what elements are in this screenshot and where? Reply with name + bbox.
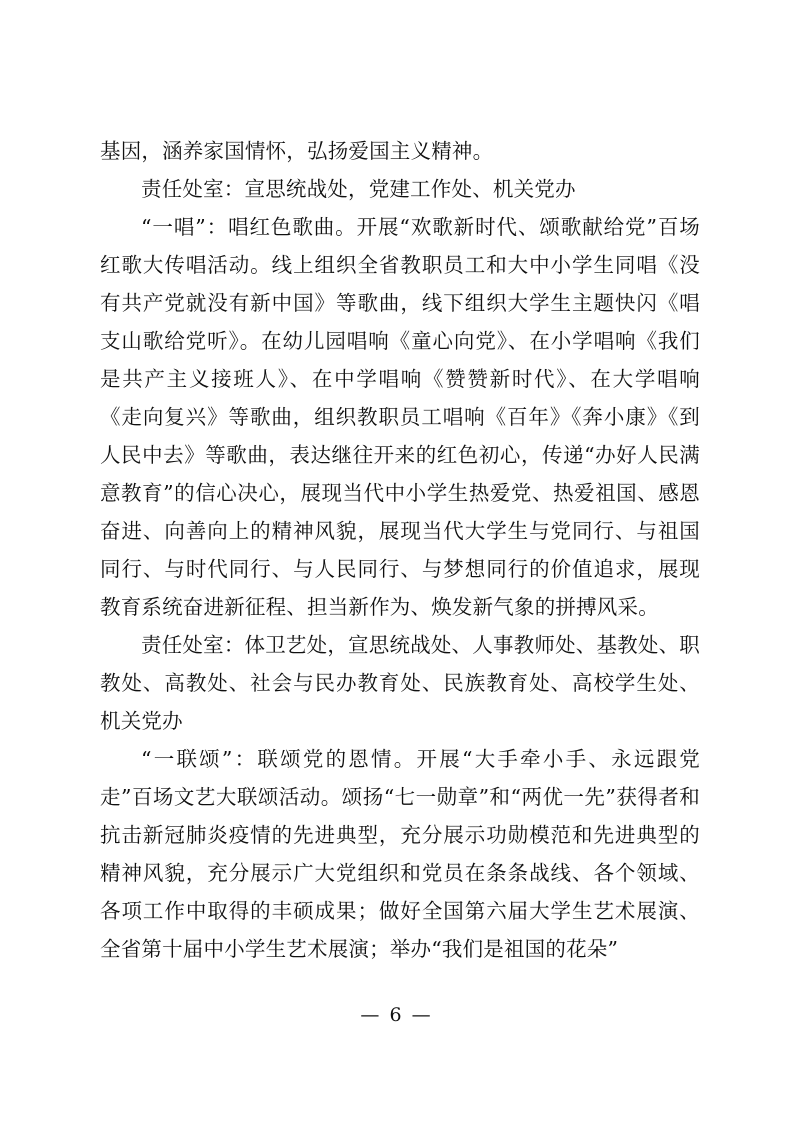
paragraph-1: 基因，涵养家国情怀，弘扬爱国主义精神。	[100, 139, 494, 163]
paragraph-2: 责任处室：宣思统战处，党建工作处、机关党办	[141, 177, 576, 201]
paragraph-4: 责任处室：体卫艺处，宣思统战处、人事教师处、基教处、职教处、高教处、社会与民办教育处、民族教育处、高校学生处、机关党办	[100, 633, 700, 733]
paragraph-3: “一唱”：唱红色歌曲。开展“欢歌新时代、颂歌献给党”百场红歌大传唱活动。线上组织全省教职员工和大中小学生同唱《没有共产党就没有新中国》等歌曲，线下组织大学生主题快闪《唱支山歌给党听》。在幼儿园唱响《童心向党》、在小学唱响《我们是共产主义接班人》、在中学唱响《赞赞新时代》、在大学唱响《走向复兴》等歌曲，组织教职员工唱响《百年》《奔小康》《到人民中去》等歌曲，表达继往开来的红色初心，传递“办好人民满意教育”的信心决心，展现当代中小学生热爱党、热爱祖国、感恩奋进、向善向上的精神风貌，展现当代大学生与党同行、与祖国同行、与时代同行、与人民同行、与梦想同行的价值追求，展现教育系统奋进新征程、担当新作为、焕发新气象的拼搏风采。	[100, 215, 700, 619]
paragraph-5: “一联颂”：联颂党的恩情。开展“大手牵小手、永远跟党走”百场文艺大联颂活动。颂扬“七一勋章”和“两优一先”获得者和抗击新冠肺炎疫情的先进典型，充分展示功勋模范和先进典型的精神风貌，充分展示广大党组织和党员在条条战线、各个领域、各项工作中取得的丰硕成果；做好全国第六届大学生艺术展演、全省第十届中小学生艺术展演；举办“我们是祖国的花朵”	[100, 747, 700, 961]
document-body	[100, 132, 700, 968]
page-number: — 6 —	[360, 1004, 433, 1026]
